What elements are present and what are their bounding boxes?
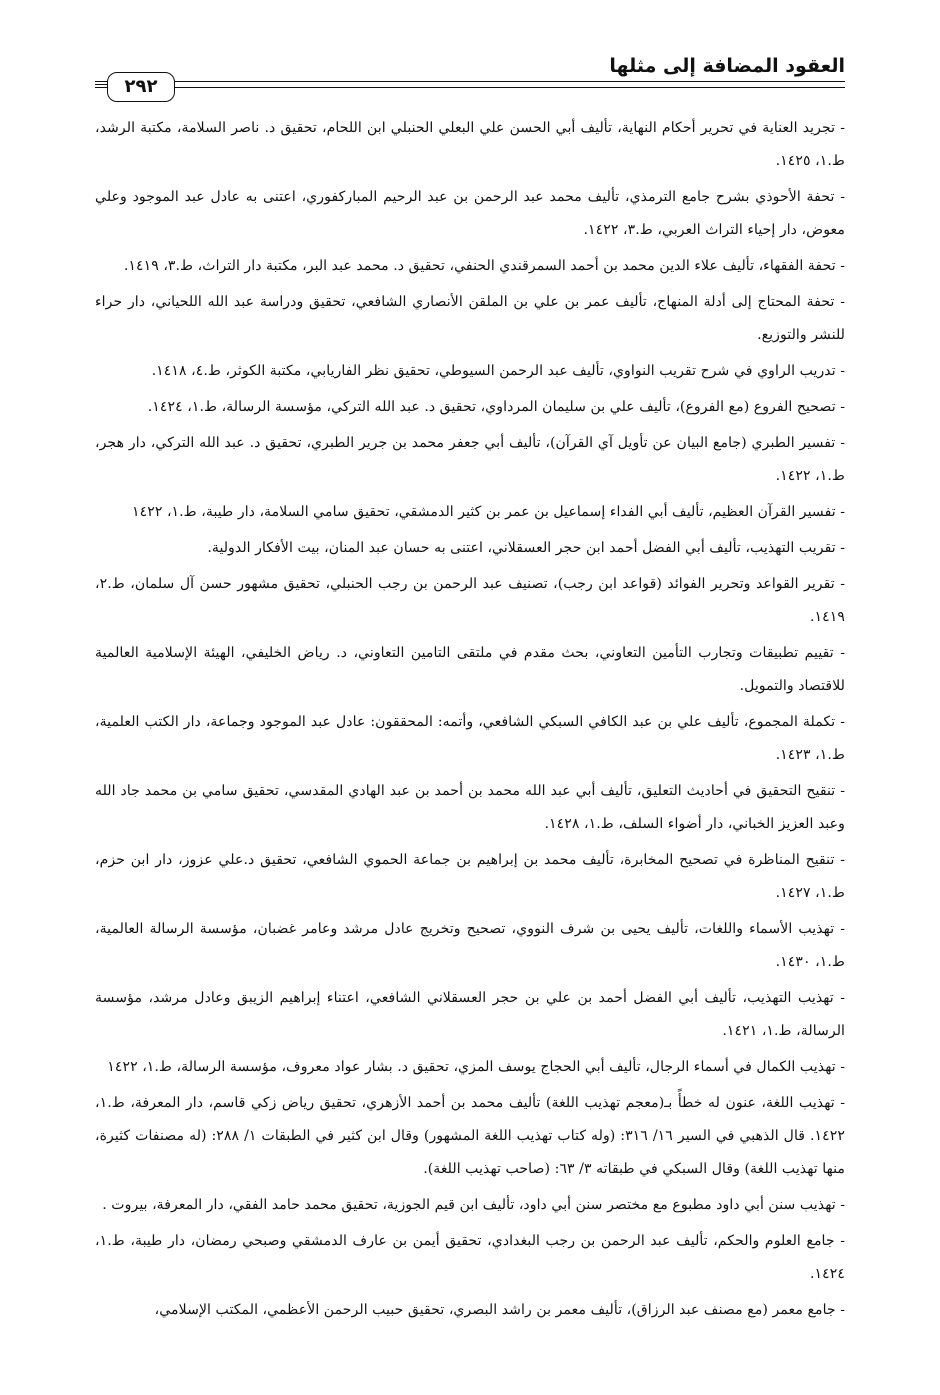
header-rule-tick bbox=[95, 84, 107, 85]
bibliography-entry: - تصحيح الفروع (مع الفروع)، تأليف علي بن سليمان المرداوي، تحقيق د. عبد الله التركي، مؤسسة الرسالة، ط.١، ١٤٢٤. bbox=[147, 399, 845, 415]
bibliography-entry: - جامع معمر (مع مصنف عبد الرزاق)، تأليف معمر بن راشد البصري، تحقيق حبيب الرحمن الأعظمي، المكتب الإسلامي، bbox=[154, 1302, 845, 1318]
bibliography-entry: - تحفة الأحوذي بشرح جامع الترمذي، تأليف محمد عبد الرحمن بن عبد الرحيم المباركفوري، اعتنى به عادل عبد الموجود وعلي معوض، دار إحياء التراث العربي، ط.٣، ١٤٢٢. bbox=[95, 189, 845, 238]
bibliography-entry: - تهذيب اللغة، عنون له خطأً بـ(معجم تهذيب اللغة) تأليف محمد بن أحمد الأزهري، تحقيق رياض زكي قاسم، دار المعرفة، ط.١، ١٤٢٢. قال الذهبي في السير ١٦/ ٣١٦: (وله كتاب تهذيب اللغة المشهور) وقال ابن كثير في الطبقات ١/ ٢٨٨: (له مصنفات كثيرة، منها تهذيب اللغة) وقال السبكي في طبقاته ٣/ ٦٣: (صاحب تهذيب اللغة). bbox=[95, 1095, 845, 1177]
header-rule-top bbox=[95, 81, 845, 82]
bibliography-entry: - تفسير القرآن العظيم، تأليف أبي الفداء إسماعيل بن عمر بن كثير الدمشقي، تحقيق سامي السلامة، دار طيبة، ط.١، ١٤٢٢ bbox=[131, 504, 845, 520]
bibliography-entry: - تقرير القواعد وتحرير الفوائد (قواعد ابن رجب)، تصنيف عبد الرحمن بن رجب الحنبلي، تحقيق مشهور حسن آل سلمان، ط.٢، ١٤١٩. bbox=[95, 576, 845, 625]
bibliography-entry: - تكملة المجموع، تأليف علي بن عبد الكافي السبكي الشافعي، وأتمه: المحققون: عادل عبد الموجود وجماعة، دار الكتب العلمية، ط.١، ١٤٢٣. bbox=[95, 714, 845, 763]
bibliography-entry: - تهذيب الكمال في أسماء الرجال، تأليف أبي الحجاج يوسف المزي، تحقيق د. بشار عواد معروف، مؤسسة الرسالة، ط.١، ١٤٢٢ bbox=[107, 1059, 845, 1075]
bibliography-entry: - تهذيب سنن أبي داود مطبوع مع مختصر سنن أبي داود، تأليف ابن قيم الجوزية، تحقيق محمد حامد الفقي، دار المعرفة، بيروت . bbox=[102, 1197, 845, 1213]
bibliography-entry: - جامع العلوم والحكم، تأليف عبد الرحمن بن رجب البغدادي، تحقيق أيمن بن عارف الدمشقي وصبحي رمضان، دار طيبة، ط.١، ١٤٢٤. bbox=[95, 1233, 845, 1282]
bibliography-entry: - تحفة المحتاج إلى أدلة المنهاج، تأليف عمر بن علي بن الملقن الأنصاري الشافعي، تحقيق ودراسة عبد الله اللحياني، دار حراء للنشر والتوزيع. bbox=[95, 294, 845, 343]
bibliography-list bbox=[95, 112, 845, 1382]
bibliography-entry: - تهذيب التهذيب، تأليف أبي الفضل أحمد بن علي بن حجر العسقلاني الشافعي، اعتناء إبراهيم الزيبق وعادل مرشد، مؤسسة الرسالة، ط.١، ١٤٢١. bbox=[95, 990, 845, 1039]
page-header bbox=[95, 50, 845, 110]
running-title: العقود المضافة إلى مثلها bbox=[609, 55, 845, 77]
bibliography-entry: - تفسير الطبري (جامع البيان عن تأويل آي القرآن)، تأليف أبي جعفر محمد بن جرير الطبري، تحقيق د. عبد الله التركي، دار هجر، ط.١، ١٤٢٢. bbox=[95, 435, 845, 484]
bibliography-entry: - تجريد العناية في تحرير أحكام النهاية، تأليف أبي الحسن علي البعلي الحنبلي ابن اللحام، تحقيق د. ناصر السلامة، مكتبة الرشد، ط.١، ١٤٢٥. bbox=[95, 120, 845, 169]
bibliography-entry: - تقريب التهذيب، تأليف أبي الفضل أحمد ابن حجر العسقلاني، اعتنى به حسان عبد المنان، بيت الأفكار الدولية. bbox=[207, 540, 845, 556]
bibliography-entry: - تنقيح المناظرة في تصحيح المخابرة، تأليف محمد بن إبراهيم بن جماعة الحموي الشافعي، تحقيق د.علي عزوز، دار ابن حزم، ط.١، ١٤٢٧. bbox=[95, 852, 845, 901]
bibliography-entry: - تدريب الراوي في شرح تقريب النواوي، تأليف عبد الرحمن السيوطي، تحقيق نظر الفاريابي، مكتبة الكوثر، ط.٤، ١٤١٨. bbox=[151, 363, 845, 379]
bibliography-entry: - تهذيب الأسماء واللغات، تأليف يحيى بن شرف النووي، تصحيح وتخريج عادل مرشد وعامر غضبان، مؤسسة الرسالة العالمية، ط.١، ١٤٣٠. bbox=[95, 921, 845, 970]
bibliography-entry: - تنقيح التحقيق في أحاديث التعليق، تأليف أبي عبد الله محمد بن أحمد بن عبد الهادي المقدسي، تحقيق سامي بن محمد جاد الله وعبد العزيز الخباني، دار أضواء السلف، ط.١، ١٤٢٨. bbox=[95, 783, 845, 832]
bibliography-entry: - تقييم تطبيقات وتجارب التأمين التعاوني، بحث مقدم في ملتقى التامين التعاوني، د. رياض الخليفي، الهيئة الإسلامية العالمية للاقتصاد والتمويل. bbox=[95, 645, 845, 694]
header-rule-bottom bbox=[95, 87, 845, 88]
bibliography-entry: - تحفة الفقهاء، تأليف علاء الدين محمد بن أحمد السمرقندي الحنفي، تحقيق د. محمد عبد البر، مكتبة دار التراث، ط.٣، ١٤١٩. bbox=[123, 258, 845, 274]
page-number: ٢٩٢ bbox=[107, 72, 175, 102]
